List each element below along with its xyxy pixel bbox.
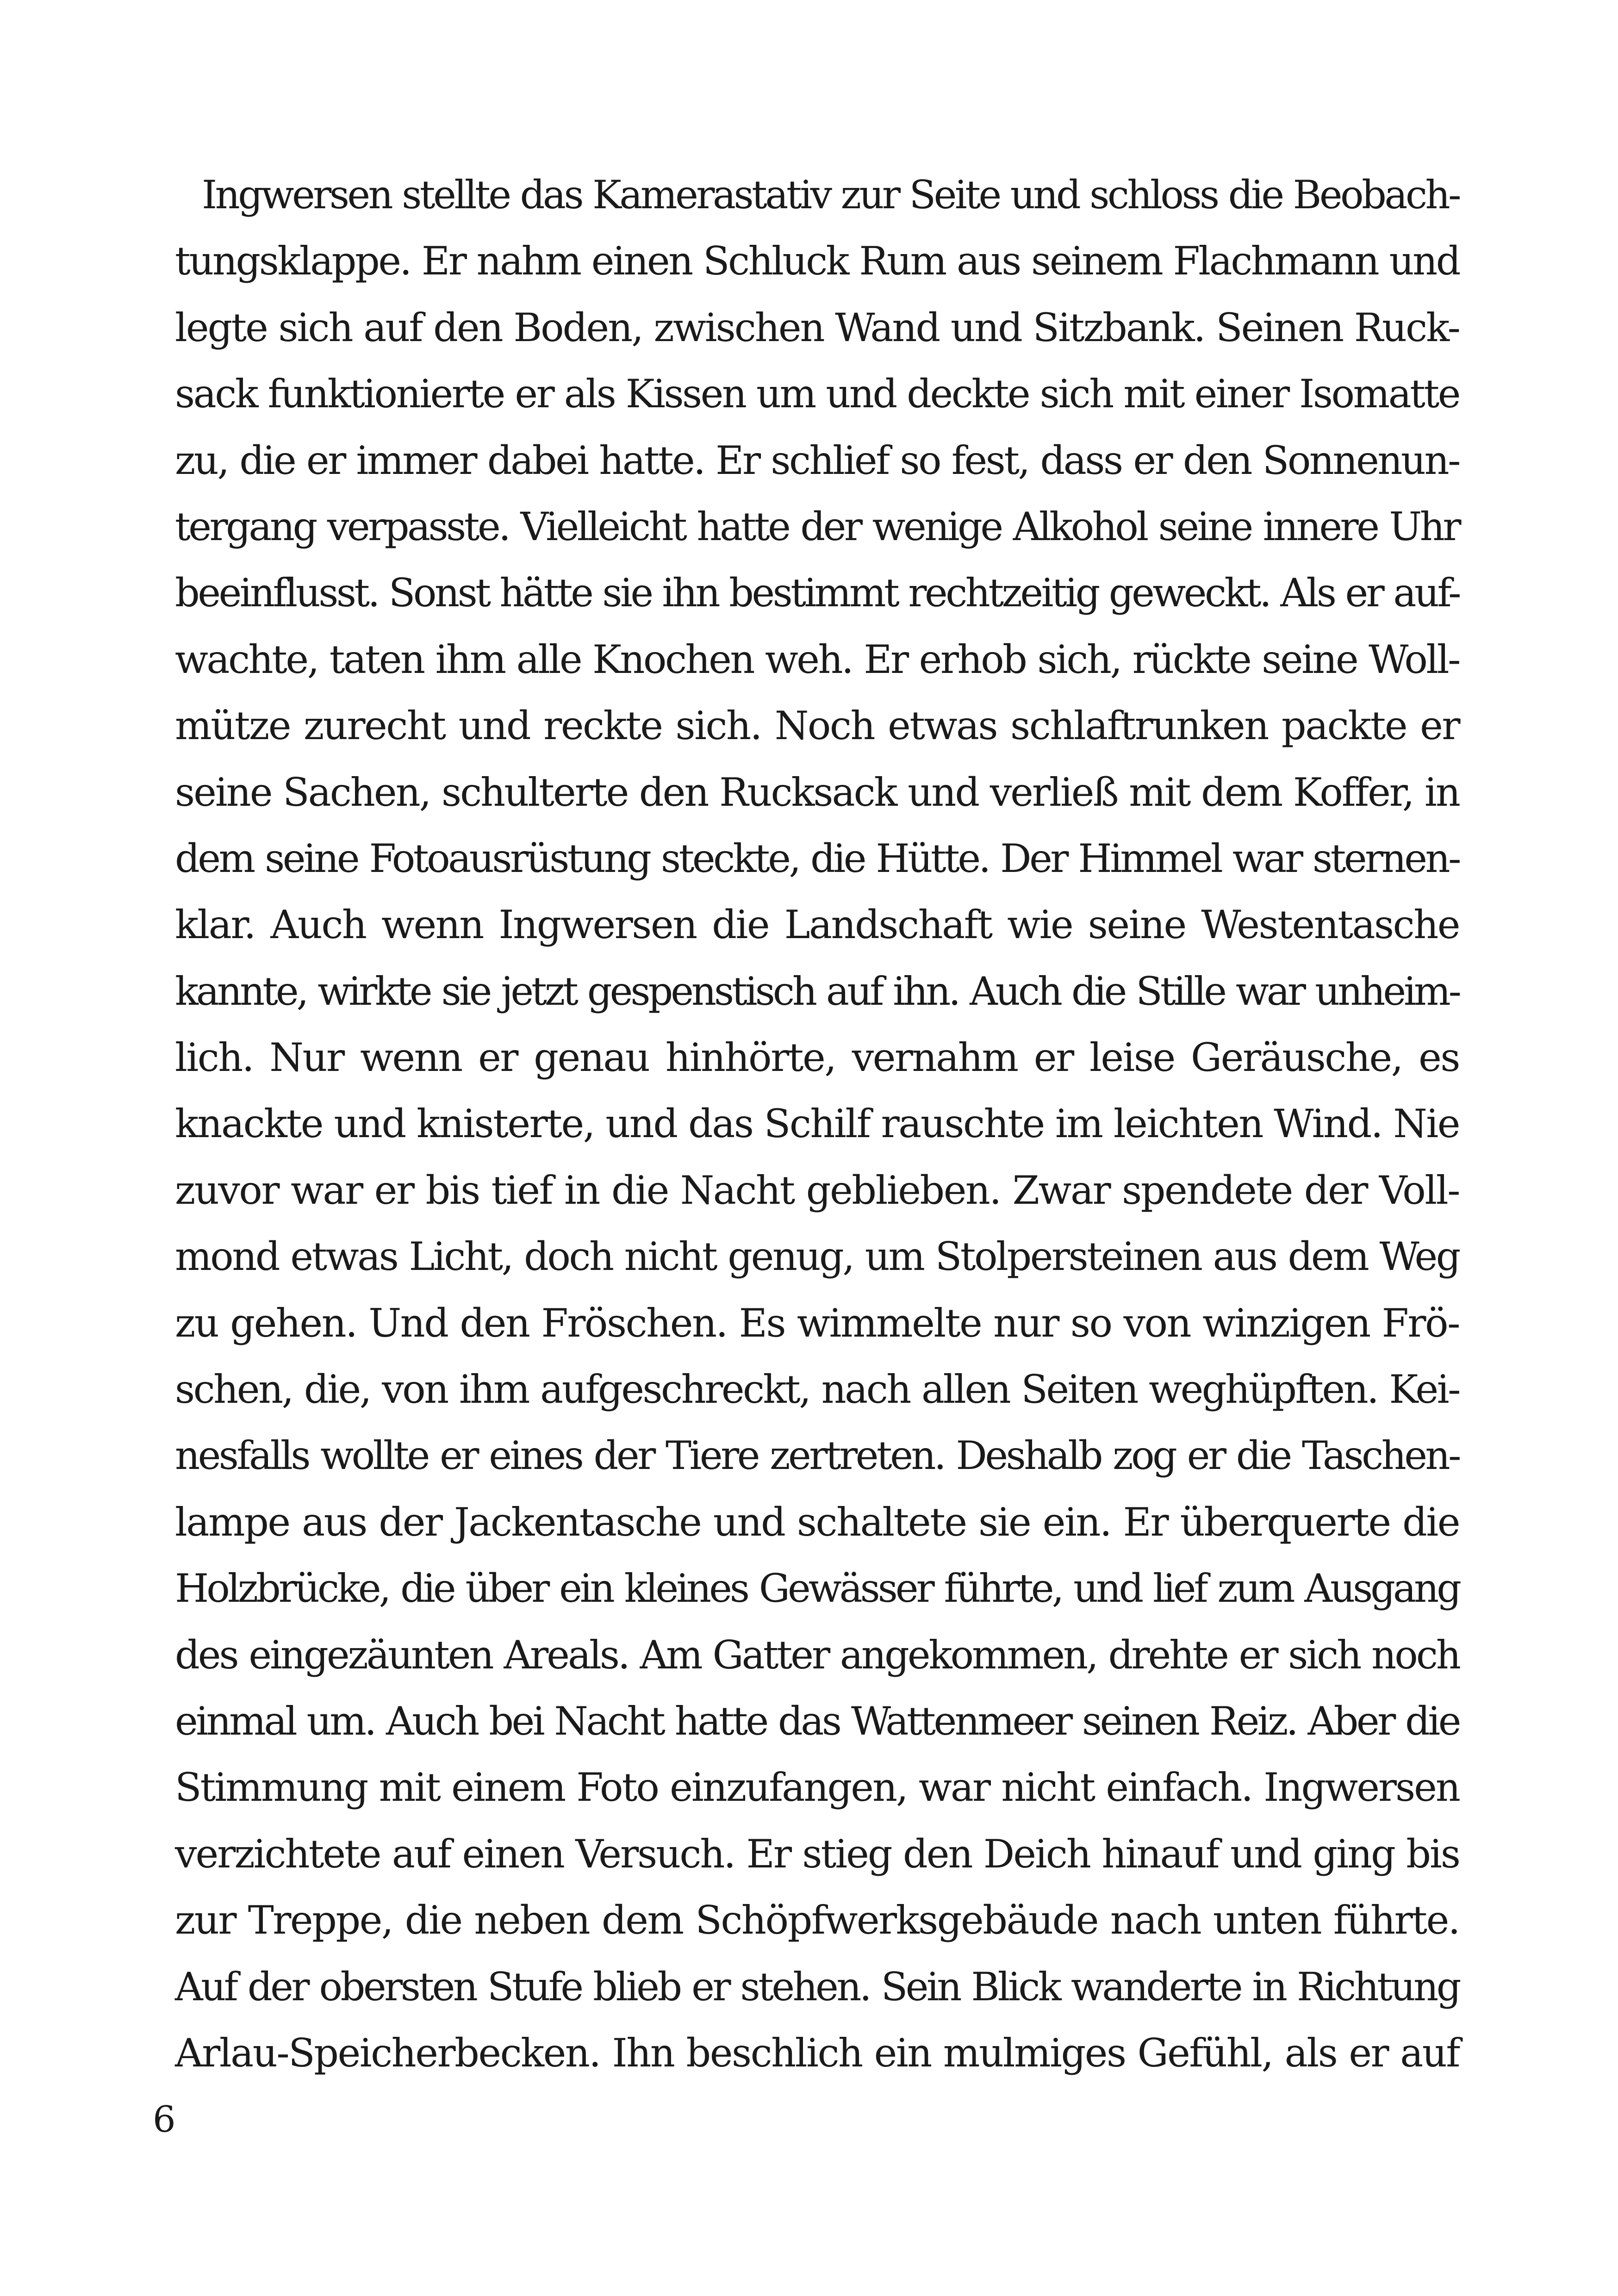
text-line: einmal um. Auch bei Nacht hatte das Wattenmeer seinen Reiz. Aber die [175,1698,1459,1744]
text-line: tungsklappe. Er nahm einen Schluck Rum aus seinem Flachmann und [175,238,1459,284]
text-line: Arlau-Speicherbecken. Ihn beschlich ein mulmiges Gefühl, als er auf [175,2030,1459,2076]
text-line: mond etwas Licht, doch nicht genug, um Stolpersteinen aus dem Weg [175,1234,1459,1280]
text-line: zur Treppe, die neben dem Schöpfwerksgebäude nach unten führte. [175,1898,1459,1943]
text-line: Auf der obersten Stufe blieb er stehen. Sein Blick wanderte in Richtung [175,1964,1459,2010]
text-line: mütze zurecht und reckte sich. Noch etwas schlaftrunken packte er [175,703,1459,749]
text-line: klar. Auch wenn Ingwersen die Landschaft wie seine Westentasche [175,902,1459,948]
page-number: 6 [153,2099,176,2140]
text-line: Holzbrücke, die über ein kleines Gewässer führte, und lief zum Ausgang [175,1566,1459,1612]
text-line: zu gehen. Und den Fröschen. Es wimmelte nur so von winzigen Frö- [175,1300,1459,1346]
text-line: des eingezäunten Areals. Am Gatter angekommen, drehte er sich noch [175,1632,1459,1678]
text-line: tergang verpasste. Vielleicht hatte der wenige Alkohol seine innere Uhr [175,504,1459,549]
text-line: sack funktionierte er als Kissen um und deckte sich mit einer Isomatte [175,371,1459,417]
text-line: zuvor war er bis tief in die Nacht geblieben. Zwar spendete der Voll- [175,1167,1459,1213]
text-line: legte sich auf den Boden, zwischen Wand und Sitzbank. Seinen Ruck- [175,305,1459,350]
text-line: verzichtete auf einen Versuch. Er stieg den Deich hinauf und ging bis [175,1831,1459,1877]
body-text [175,162,1459,2086]
text-line: zu, die er immer dabei hatte. Er schlief so fest, dass er den Sonnenun- [175,437,1459,483]
text-line: beeinflusst. Sonst hätte sie ihn bestimmt rechtzeitig geweckt. Als er auf- [175,570,1459,616]
text-line: dem seine Fotoausrüstung steckte, die Hütte. Der Himmel war sternen- [175,835,1459,881]
text-line: schen, die, von ihm aufgeschreckt, nach allen Seiten weghüpften. Kei- [175,1367,1459,1412]
text-line: seine Sachen, schulterte den Rucksack und verließ mit dem Koffer, in [175,769,1459,815]
text-line: knackte und knisterte, und das Schilf rauschte im leichten Wind. Nie [175,1101,1459,1147]
text-line: lich. Nur wenn er genau hinhörte, vernahm er leise Geräusche, es [175,1035,1459,1081]
text-line: Ingwersen stellte das Kamerastativ zur Seite und schloss die Beobach- [202,172,1459,218]
text-line: nesfalls wollte er eines der Tiere zertreten. Deshalb zog er die Taschen- [175,1433,1459,1479]
text-line: kannte, wirkte sie jetzt gespenstisch auf ihn. Auch die Stille war unheim- [175,968,1459,1014]
text-line: lampe aus der Jackentasche und schaltete sie ein. Er überquerte die [175,1499,1459,1545]
text-line: wachte, taten ihm alle Knochen weh. Er erhob sich, rückte seine Woll- [175,636,1459,682]
text-line: Stimmung mit einem Foto einzufangen, war nicht einfach. Ingwersen [175,1765,1459,1811]
